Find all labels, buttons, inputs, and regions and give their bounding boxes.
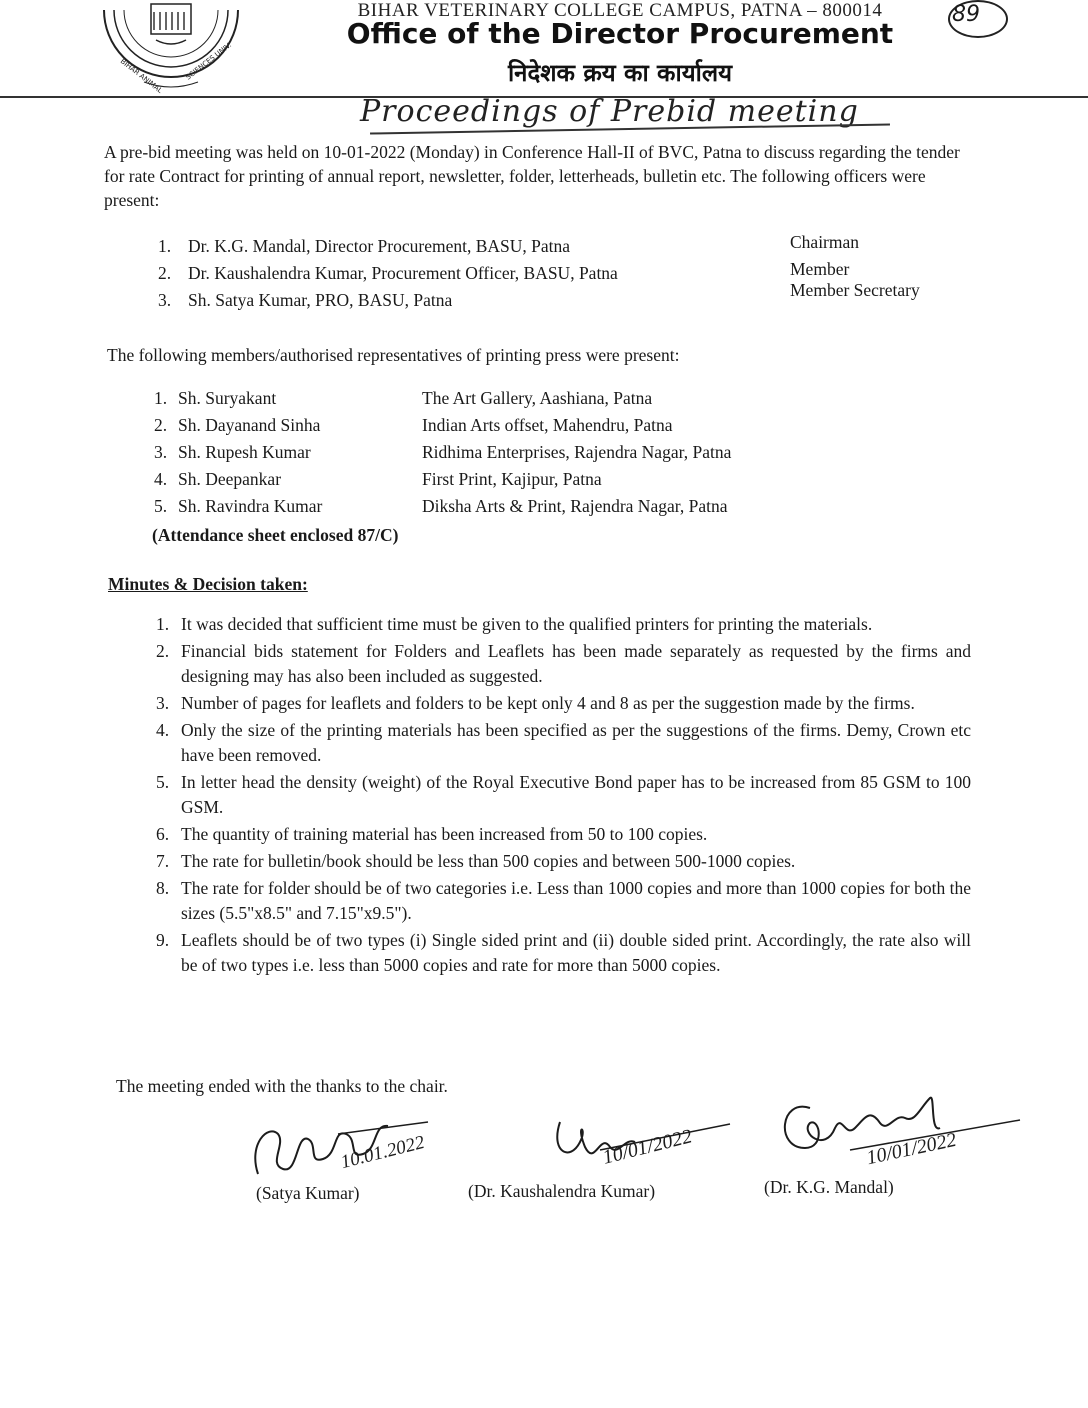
- members-list: [154, 388, 854, 523]
- decision-text: Only the size of the printing materials has been specified as per the suggestions of the firms. Demy, Crown etc have been removed.: [181, 720, 971, 765]
- member-name: Sh. Ravindra Kumar: [178, 496, 323, 516]
- decision-text: Leaflets should be of two types (i) Single sided print and (ii) double sided print. Accordingly, the rate also will be of two types i.e. less than 5000 copies and rate for more than 5000 copies.: [181, 930, 971, 975]
- decision-number: 8.: [156, 878, 170, 898]
- officer-number: 2.: [158, 263, 172, 283]
- member-row: [154, 442, 854, 469]
- officer-name: Sh. Satya Kumar, PRO, BASU, Patna: [188, 290, 453, 310]
- decisions-list: [156, 612, 971, 980]
- member-number: 5.: [154, 496, 168, 516]
- member-firm: Diksha Arts & Print, Rajendra Nagar, Patna: [422, 496, 728, 516]
- decision-item: [156, 876, 971, 926]
- signature-date-2: 10/01/2022: [600, 1125, 695, 1169]
- decision-item: [156, 849, 971, 874]
- intro-section: [104, 140, 974, 212]
- university-seal-logo: [96, 0, 246, 100]
- officer-role: Member Secretary: [790, 280, 920, 300]
- decision-number: 7.: [156, 851, 170, 871]
- member-number: 3.: [154, 442, 168, 462]
- header-office-title: Office of the Director Procurement: [346, 17, 894, 50]
- decision-item: [156, 639, 971, 689]
- member-row: [154, 496, 854, 523]
- decision-number: 3.: [156, 693, 170, 713]
- signature-kaushalendra-kumar: [540, 1102, 740, 1187]
- member-number: 4.: [154, 469, 168, 489]
- decision-text: Financial bids statement for Folders and Leaflets has been made separately as requested by the firms and designing may has also been included as suggested.: [181, 641, 971, 686]
- decision-text: In letter head the density (weight) of the Royal Executive Bond paper has to be increased from 85 GSM to 100 GSM.: [181, 772, 971, 817]
- officer-number: 1.: [158, 236, 172, 256]
- member-number: 2.: [154, 415, 168, 435]
- officer-name: Dr. K.G. Mandal, Director Procurement, BASU, Patna: [188, 236, 571, 256]
- svg-text:SCIENCES UNIV.: SCIENCES UNIV.: [184, 41, 234, 82]
- minutes-heading: Minutes & Decision taken:: [108, 574, 308, 594]
- member-name: Sh. Deepankar: [178, 469, 282, 489]
- closing-line: The meeting ended with the thanks to the chair.: [116, 1076, 448, 1096]
- decision-number: 6.: [156, 824, 170, 844]
- signature-date-3: 10/01/2022: [864, 1128, 959, 1170]
- member-firm: First Print, Kajipur, Patna: [422, 469, 602, 489]
- decision-text: It was decided that sufficient time must be given to the qualified printers for printing the materials.: [181, 614, 873, 634]
- decision-item: [156, 928, 971, 978]
- signatory-name-1: (Satya Kumar): [256, 1183, 360, 1203]
- member-name: Sh. Suryakant: [178, 388, 277, 408]
- decision-text: Number of pages for leaflets and folders to be kept only 4 and 8 as per the suggestion made by the firms.: [181, 693, 915, 713]
- member-name: Sh. Dayanand Sinha: [178, 415, 321, 435]
- member-row: [154, 388, 854, 415]
- signature-date-1: 10.01.2022: [338, 1131, 427, 1174]
- handwritten-title: Proceedings of Prebid meeting: [360, 94, 859, 129]
- decision-number: 1.: [156, 614, 170, 634]
- decision-text: The rate for bulletin/book should be less than 500 copies and between 500-1000 copies.: [181, 851, 796, 871]
- member-firm: The Art Gallery, Aashiana, Patna: [422, 388, 653, 408]
- officer-number: 3.: [158, 290, 172, 310]
- decision-text: The quantity of training material has been increased from 50 to 100 copies.: [181, 824, 708, 844]
- decision-number: 4.: [156, 720, 170, 740]
- member-firm: Ridhima Enterprises, Rajendra Nagar, Patna: [422, 442, 732, 462]
- member-name: Sh. Rupesh Kumar: [178, 442, 311, 462]
- member-row: [154, 469, 854, 496]
- decision-item: [156, 691, 971, 716]
- member-firm: Indian Arts offset, Mahendru, Patna: [422, 415, 673, 435]
- officer-name: Dr. Kaushalendra Kumar, Procurement Officer, BASU, Patna: [188, 263, 618, 283]
- header-hindi-title: निदेशक क्रय का कार्यालय: [507, 59, 733, 87]
- officer-role: Member: [790, 259, 850, 279]
- decision-number: 9.: [156, 930, 170, 950]
- header-campus-line: BIHAR VETERINARY COLLEGE CAMPUS, PATNA – 800014: [357, 0, 883, 21]
- signatory-name-2: (Dr. Kaushalendra Kumar): [468, 1181, 656, 1201]
- attendance-note: (Attendance sheet enclosed 87/C): [152, 525, 399, 545]
- officer-row: [158, 280, 958, 317]
- members-intro-section: [107, 343, 679, 367]
- page-number: 89: [952, 2, 980, 27]
- decision-item: [156, 822, 971, 847]
- members-intro: The following members/authorised representatives of printing press were present:: [107, 345, 680, 365]
- member-number: 1.: [154, 388, 168, 408]
- signatory-name-3: (Dr. K.G. Mandal): [764, 1177, 894, 1197]
- signature-kg-mandal: [770, 1078, 1030, 1183]
- decision-number: 2.: [156, 641, 170, 661]
- decision-item: [156, 612, 971, 637]
- decision-number: 5.: [156, 772, 170, 792]
- member-row: [154, 415, 854, 442]
- decision-item: [156, 770, 971, 820]
- decision-text: The rate for folder should be of two categories i.e. Less than 1000 copies and more than 1000 copies for both the sizes (5.5"x8.5" and 7.15"x9.5").: [181, 878, 971, 923]
- decision-item: [156, 718, 971, 768]
- officer-role: Chairman: [790, 232, 860, 252]
- svg-text:BIHAR ANIMAL: BIHAR ANIMAL: [118, 57, 164, 95]
- intro-paragraph: A pre-bid meeting was held on 10-01-2022 (Monday) in Conference Hall-II of BVC, Patna to discuss regarding the tender for rate Contract for printing of annual report, newsletter, folder, letterheads, bulletin etc. The following officers were present:: [104, 142, 960, 210]
- officers-list: [158, 232, 958, 317]
